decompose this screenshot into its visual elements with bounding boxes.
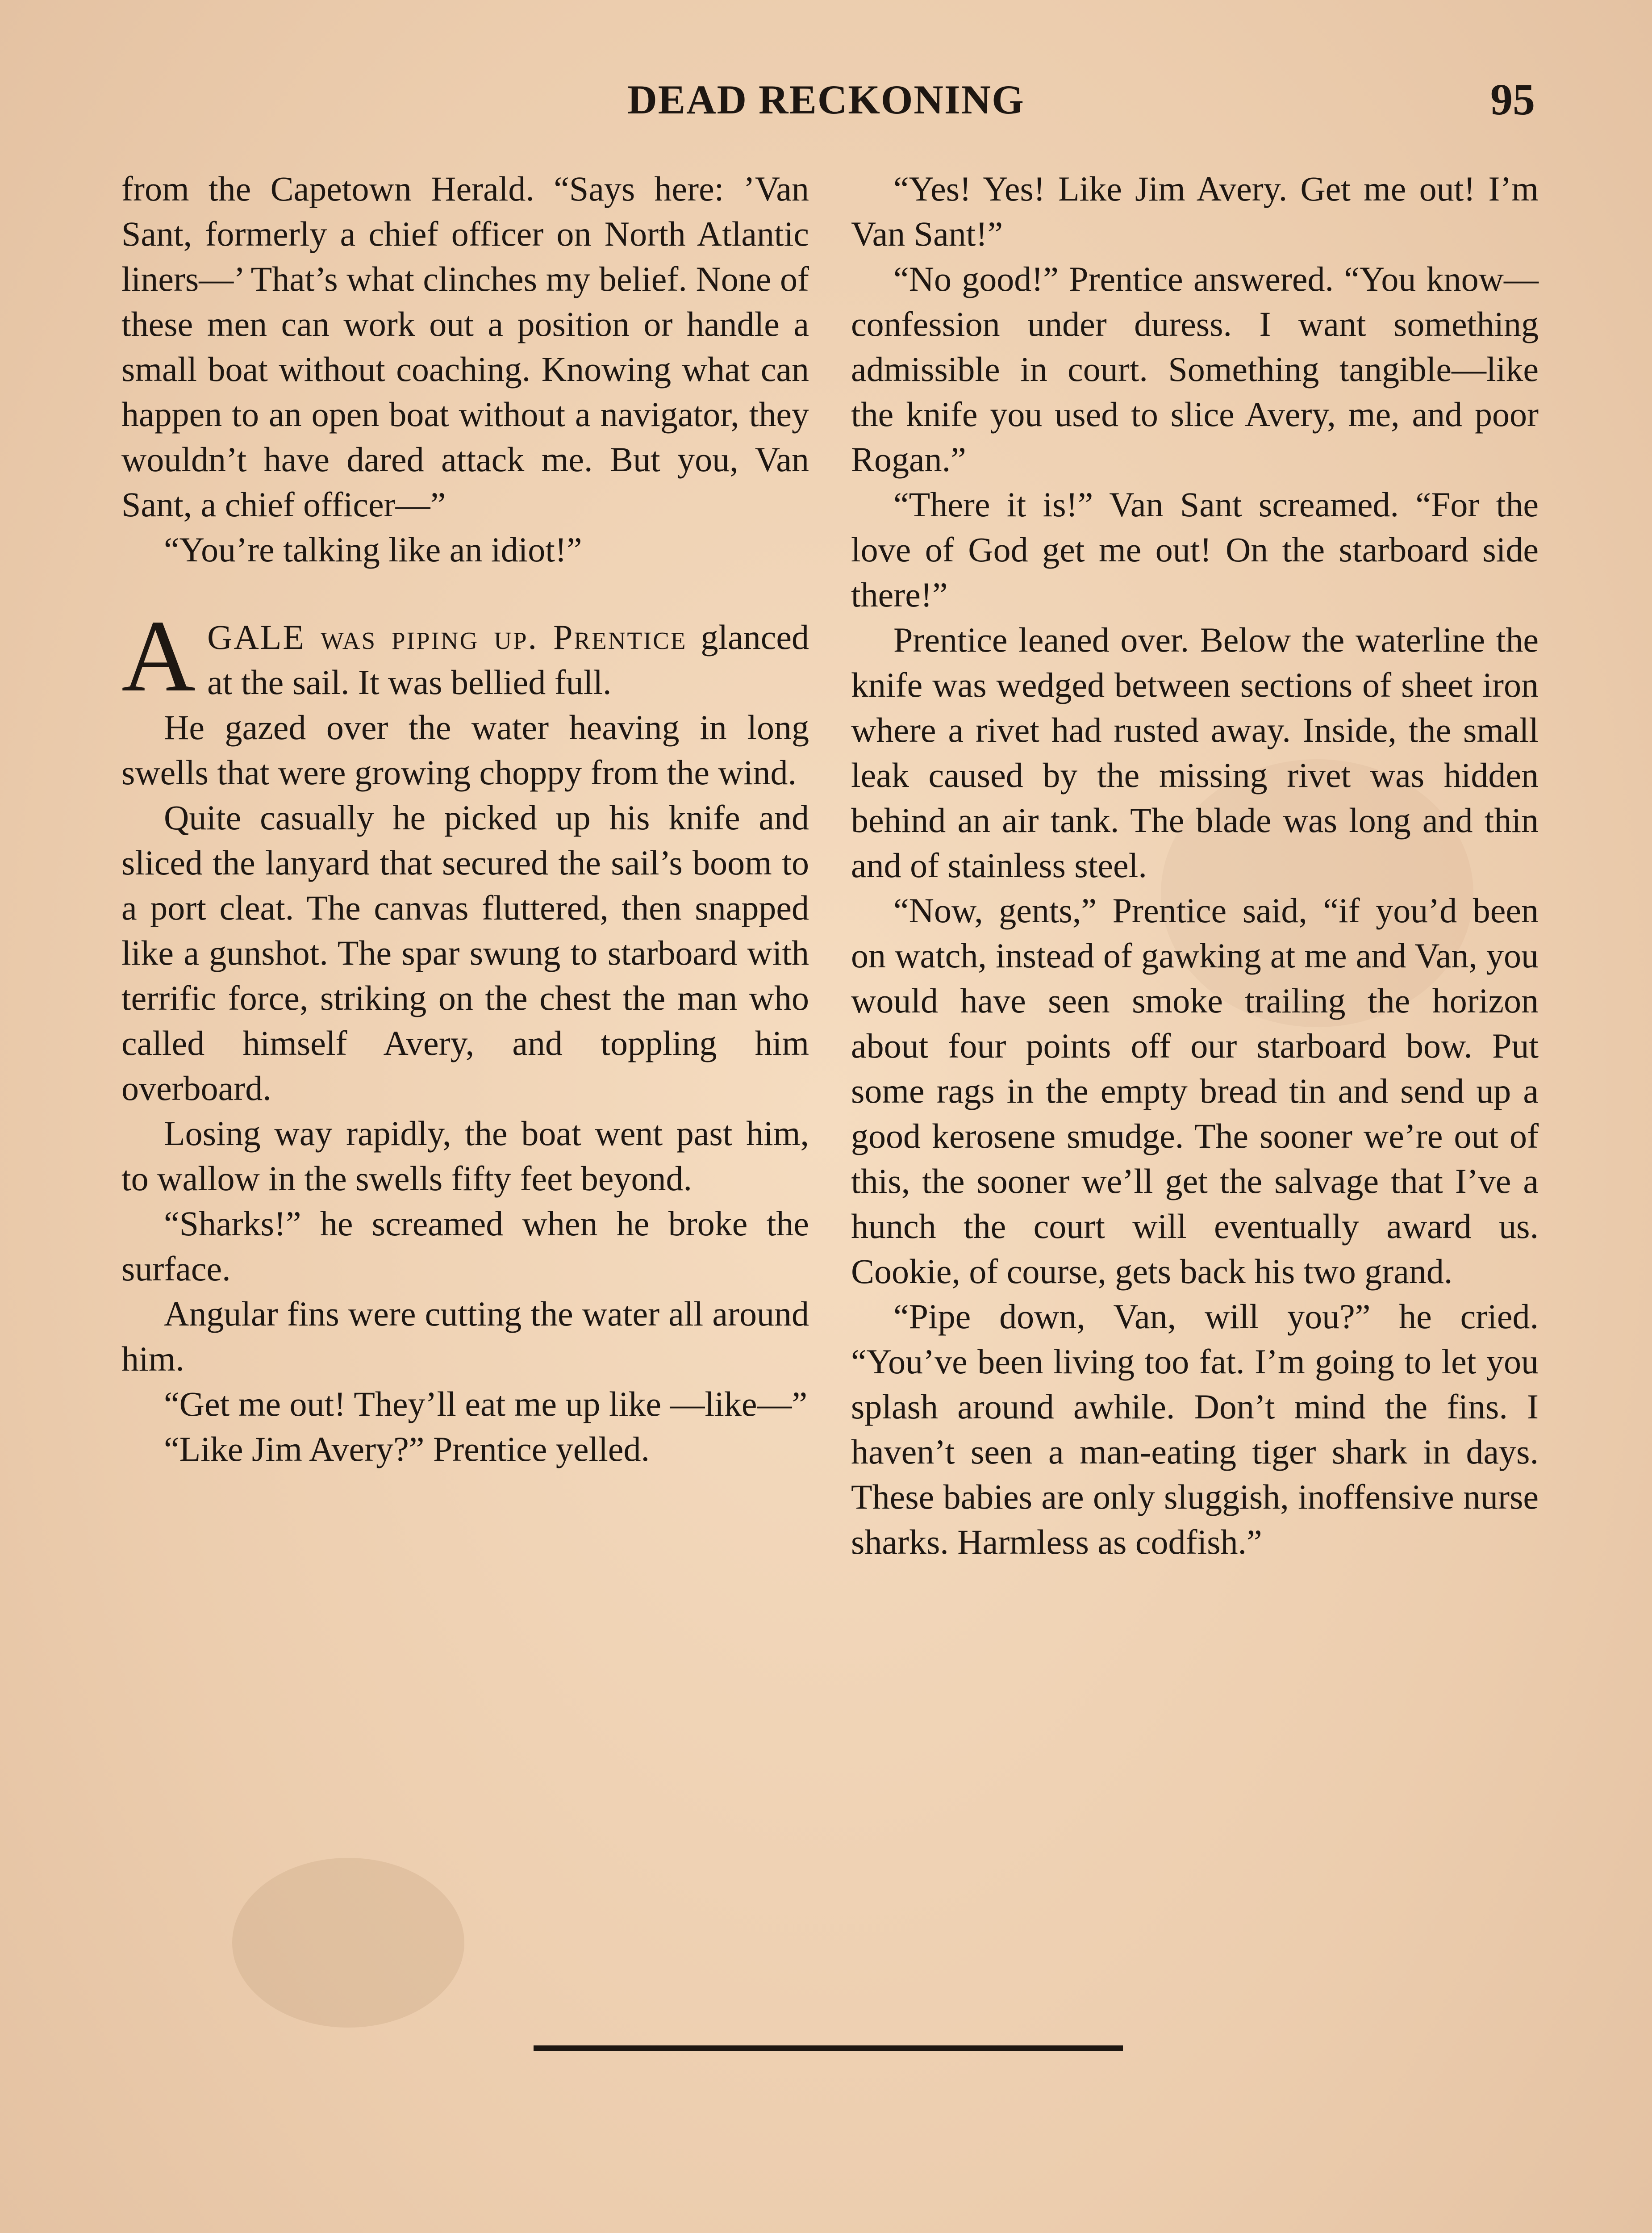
paragraph: “Get me out! They’ll eat me up like —like—” [164, 1384, 808, 1423]
page-number: 95 [1490, 75, 1535, 124]
drop-cap-letter: A [121, 599, 196, 713]
paragraph: Prentice leaned over. Below the waterline the knife was wedged between sections of sheet iron where a rivet had rusted away. Inside, the small leak caused by the missing rivet was hidden behind an air tank. The blade was long and thin and of stainless steel. [851, 620, 1539, 885]
paragraph: “Sharks!” he screamed when he broke the surface. [121, 1204, 809, 1288]
running-head-title: DEAD RECKONING [627, 77, 1025, 122]
paragraph: “Now, gents,” Prentice said, “if you’d been on watch, instead of gawking at me and Van, you would have seen smoke trailing the horizon about four points off our starboard bow. Put some rags in the empty bread tin and send up a good kerosene smudge. The sooner we’re out of this, the sooner we’ll get the salvage that I’ve a hunch the court will eventually award us. Cookie, of course, gets back his two grand. [851, 891, 1539, 1291]
paper-stain [232, 1858, 464, 2028]
paragraph: Losing way rapidly, the boat went past him, to wallow in the swells fifty feet beyond. [121, 1114, 809, 1198]
paragraph: “No good!” Prentice answered. “You know—confession under duress. I want something admissible in court. Something tangible—like the knife you used to slice Avery, me, and poor Rogan.” [851, 259, 1539, 479]
end-of-story-rule [534, 2045, 1123, 2051]
section-opening-words: GALE was piping up. Prentice [207, 618, 687, 657]
left-column [121, 166, 809, 1472]
right-column [851, 166, 1539, 1564]
paragraph-text: glanced at the sail. It was bellied full. [207, 618, 809, 702]
paragraph: “Like Jim Avery?” Prentice yelled. [164, 1430, 650, 1468]
paragraph: “You’re talking like an idiot!” [164, 530, 582, 569]
paragraph: “Yes! Yes! Like Jim Avery. Get me out! I’m Van Sant!” [851, 169, 1539, 253]
paragraph: “Pipe down, Van, will you?” he cried. “You’ve been living too fat. I’m going to let you splash around awhile. Don’t mind the fins. I haven’t seen a man-eating tiger shark in days. These babies are only sluggish, inoffensive nurse sharks. Harmless as codfish.” [851, 1297, 1539, 1561]
paragraph: from the Capetown Herald. “Says here: ’Van Sant, formerly a chief officer on North Atlantic liners—’ That’s what clinches my belief. None of these men can work out a position or handle a small boat without coaching. Knowing what can happen to an open boat without a navigator, they wouldn’t have dared attack me. But you, Van Sant, a chief officer—” [121, 169, 809, 524]
paragraph: “There it is!” Van Sant screamed. “For the love of God get me out! On the starboard side there!” [851, 485, 1539, 614]
section-opening-paragraph [121, 599, 809, 713]
paragraph: Angular fins were cutting the water all around him. [121, 1294, 809, 1378]
paragraph: Quite casually he picked up his knife and sliced the lanyard that secured the sail’s boom to a port cleat. The canvas fluttered, then snapped like a gunshot. The spar swung to starboard with terrific force, striking on the chest the man who called himself Avery, and toppling him overboard. [121, 798, 809, 1108]
paragraph: He gazed over the water heaving in long swells that were growing choppy from the wind. [121, 708, 809, 792]
